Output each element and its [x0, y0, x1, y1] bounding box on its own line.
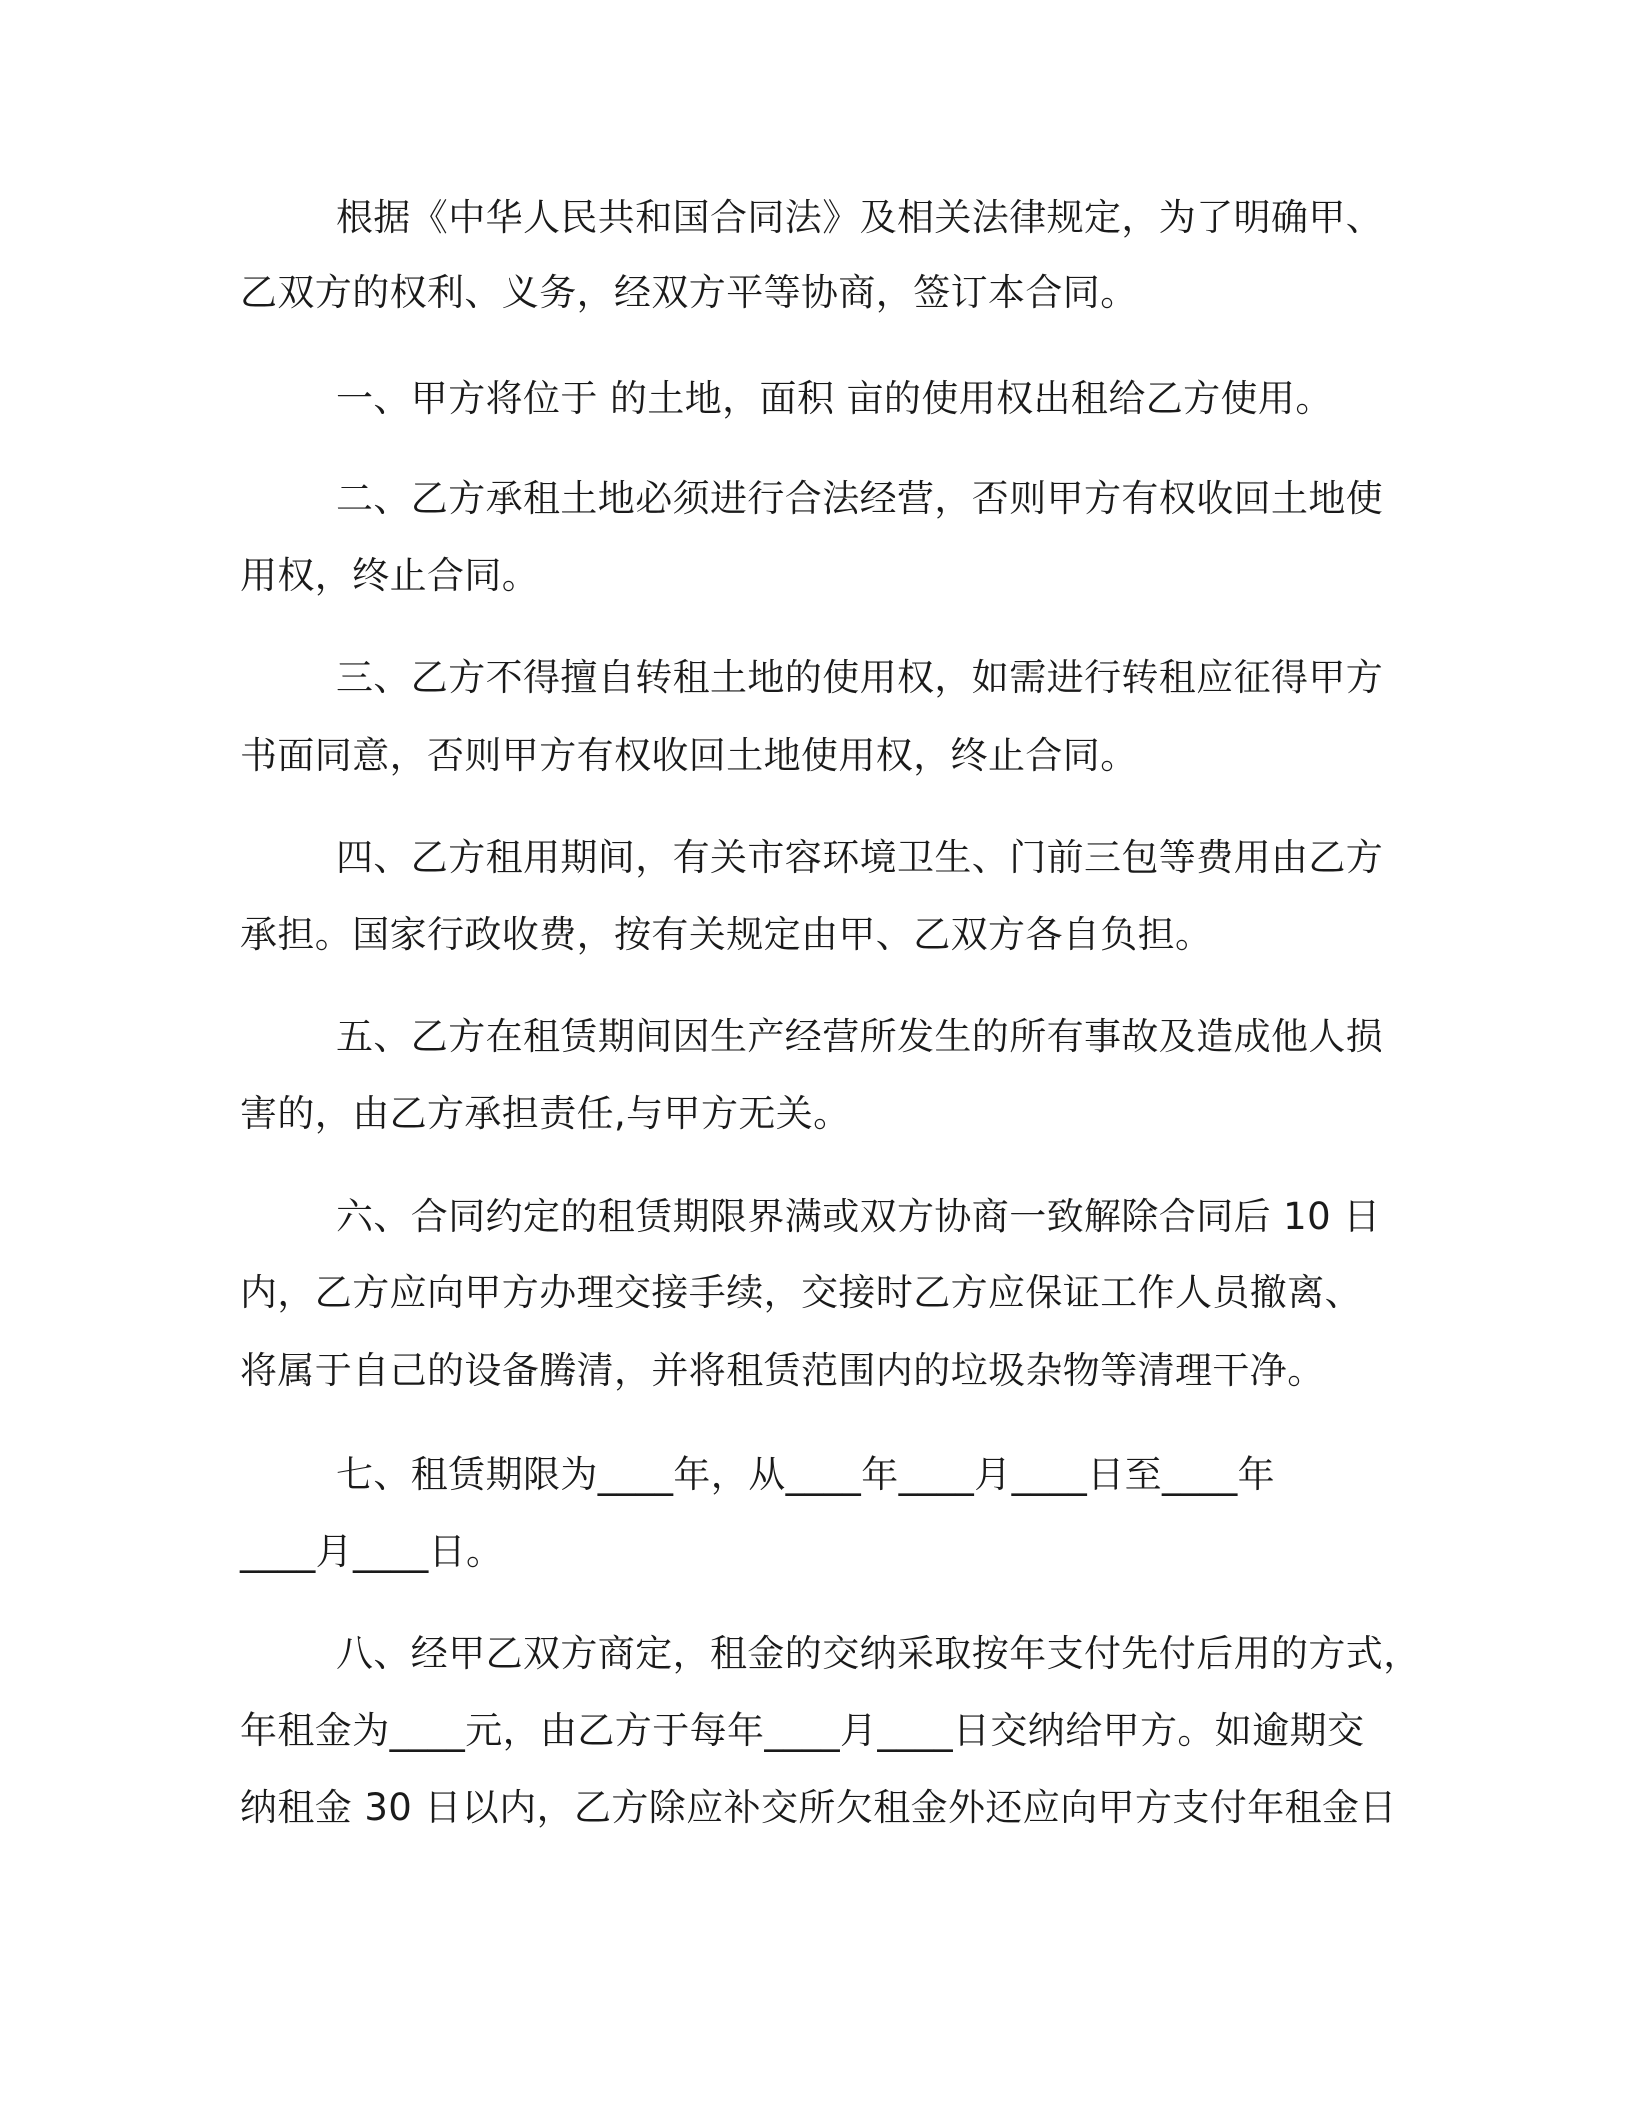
clause-5-line-2: 害的，由乙方承担责任,与甲方无关。 [240, 1092, 851, 1135]
clause-3-line-1: 三、乙方不得擅自转租土地的使用权，如需进行转租应征得甲方 [336, 656, 1384, 699]
clause-3-line-2: 书面同意，否则甲方有权收回土地使用权，终止合同。 [240, 734, 1138, 777]
clause-7-line-2: ____月____日。 [240, 1530, 504, 1573]
clause-7-line-1: 七、租赁期限为____年，从____年____月____日至____年 [336, 1453, 1275, 1496]
clause-2-line-1: 二、乙方承租土地必须进行合法经营，否则甲方有权收回土地使 [336, 477, 1384, 520]
preamble-line-1: 根据《中华人民共和国合同法》及相关法律规定，为了明确甲、 [336, 196, 1384, 239]
clause-6-line-2: 内，乙方应向甲方办理交接手续，交接时乙方应保证工作人员撤离、 [240, 1271, 1362, 1314]
clause-4-line-1: 四、乙方租用期间，有关市容环境卫生、门前三包等费用由乙方 [336, 836, 1384, 879]
clause-8-line-2: 年租金为____元，由乙方于每年____月____日交纳给甲方。如逾期交 [240, 1709, 1365, 1752]
clause-2-line-2: 用权，终止合同。 [240, 554, 540, 597]
clause-8-line-3: 纳租金 30 日以内，乙方除应补交所欠租金外还应向甲方支付年租金日 [240, 1786, 1397, 1829]
clause-4-line-2: 承担。国家行政收费，按有关规定由甲、乙双方各自负担。 [240, 913, 1213, 956]
clause-6-line-3: 将属于自己的设备腾清，并将租赁范围内的垃圾杂物等清理干净。 [240, 1349, 1325, 1392]
preamble-line-2: 乙双方的权利、义务，经双方平等协商，签订本合同。 [240, 271, 1138, 314]
clause-8-line-1: 八、经甲乙双方商定，租金的交纳采取按年支付先付后用的方式， [336, 1632, 1421, 1675]
clause-5-line-1: 五、乙方在租赁期间因生产经营所发生的所有事故及造成他人损 [336, 1015, 1384, 1058]
clause-6-line-1: 六、合同约定的租赁期限界满或双方协商一致解除合同后 10 日 [336, 1195, 1381, 1238]
clause-1-line-1: 一、甲方将位于 的土地，面积 亩的使用权出租给乙方使用。 [336, 377, 1333, 420]
